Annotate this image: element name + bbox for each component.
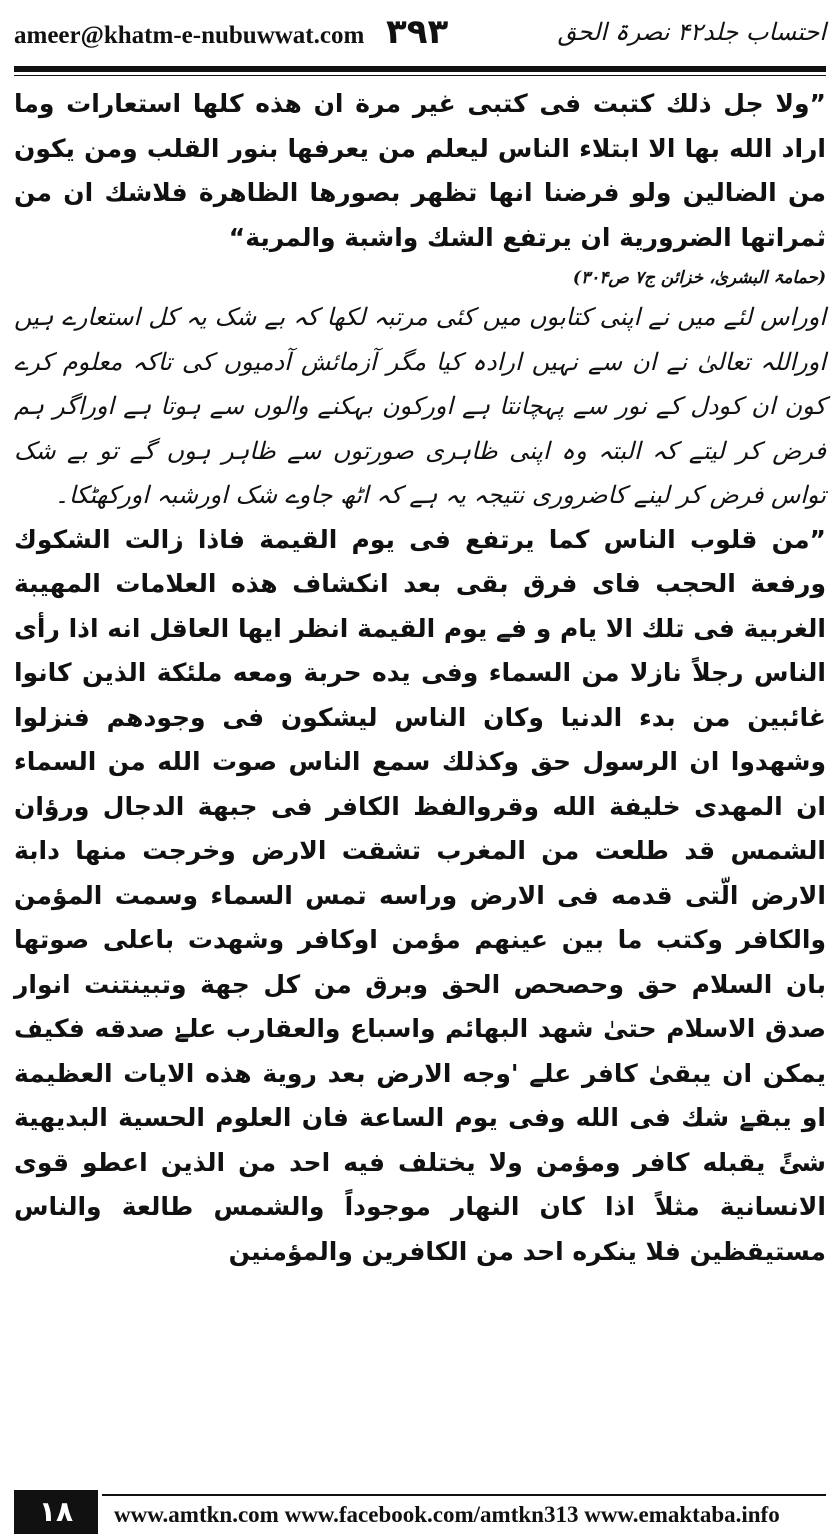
- footer-page-number: ۱۸: [14, 1490, 98, 1534]
- header-page-number: ۳۹۳: [386, 12, 449, 52]
- urdu-translation: اوراس لئے میں نے اپنی کتابوں میں کئی مرتبہ لکھا کہ بے شک یہ کل استعارے ہیں اوراللہ تعالیٰ نے ان سے نہیں ارادہ کیا مگر آزمائش آدمیوں کی تاکہ معلوم کرے کون ان کودل کے نور سے پہچانتا ہے اورکون بہکنے والوں سے ہوتا ہے اوراگر ہم فرض کر لیتے کہ البتہ وہ اپنی ظاہری صورتوں سے ظاہر ہوں گے تو بے شک تواس فرض کر لینے کاضروری نتیجہ یہ ہے کہ اٹھ جاوے شک اورشبہ اورکھٹکا۔: [14, 303, 826, 509]
- page-footer: [14, 1490, 826, 1534]
- page-header: [0, 0, 840, 62]
- page-body: [14, 82, 826, 1274]
- arabic-quote-1: ”ولا جل ذلك كتبت فى كتبى غير مرة ان هذه كلها استعارات وما اراد الله بها الا ابتلاء الناس ليعلم من يعرفها بنور القلب ومن يكون من الضالين ولو فرضنا انها تظهر بصورها الظاهرة فلاشك ان من ثمراتها الضرورية ان يرتفع الشك واشبة والمرية“: [14, 89, 826, 252]
- running-title: احتساب جلد۴۲ نصرۃ الحق: [557, 18, 826, 46]
- header-rule-thin: [14, 75, 826, 76]
- header-rule-thick: [14, 66, 826, 72]
- source-reference: (حمامۃ البشریٰ، خزائن ج۷ ص۳۰۴): [572, 268, 826, 288]
- arabic-quote-2: ”من قلوب الناس كما يرتفع فى يوم القيمة فاذا زالت الشكوك ورفعة الحجب فاى فرق بقى بعد انكشاف هذه العلامات المهيبة الغربية فى تلك الا يام و فے يوم القيمة انظر ايها العاقل انه اذا رأى الناس رجلاً نازلا من السماء وفى يده حربة ومعه ملئكة الذين كانوا غائبين من بدء الدنيا وكان الناس ليشكون فى وجودهم فنزلوا وشهدوا ان الرسول حق وكذلك سمع الناس صوت الله من السماء ان المهدى خليفة الله وقروالفظ الكافر فى جبهة الدجال ورؤان الشمس قد طلعت من المغرب تشقت الارض وخرجت منها دابة الارض الّتى قدمه فى الارض وراسه تمس السماء وسمت المؤمن والكافر وكتب ما بين عينهم مؤمن اوكافر وشهدت باعلى صوتها بان السلام حق وحصحص الحق وبرق من كل جهة وتبينتنت انوار صدق الاسلام حتىٰ شهد البهائم واسباع والعقارب علےٰ صدقه فكيف يمكن ان يبقىٰ كافر علے 'وجه الارض بعد روية هذه الايات العظيمة او يبقےٰ شك فى الله وفى يوم الساعة فان العلوم الحسية البديهية شئً يقبله كافر ومؤمن ولا يختلف فيه احد من الذين اعطو قوى الانسانية مثلاً اذا كان النهار موجوداً والشمس طالعة والناس مستيقظين فلا ينكره احد من الكافرين والمؤمنين: [14, 524, 826, 1266]
- header-email: ameer@khatm-e-nubuwwat.com: [14, 22, 365, 49]
- footer-rule: [102, 1494, 826, 1496]
- footer-websites: www.amtkn.com www.facebook.com/amtkn313 www.emaktaba.info: [114, 1502, 780, 1527]
